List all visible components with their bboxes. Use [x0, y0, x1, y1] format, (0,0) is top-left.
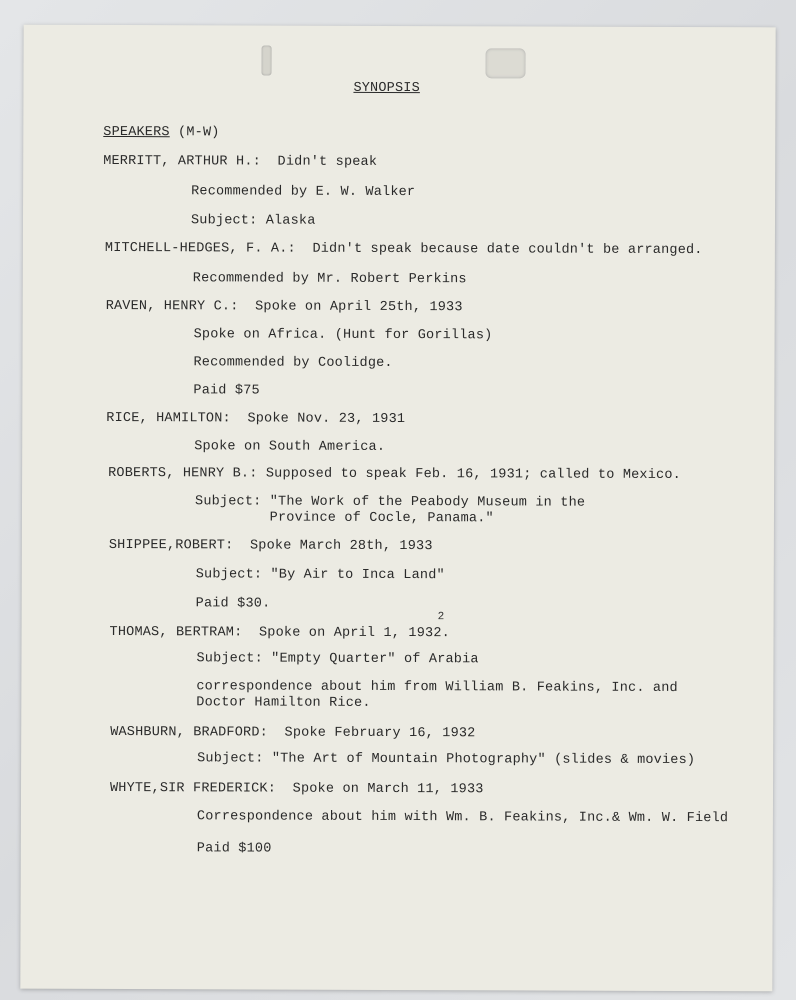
entry-name: MITCHELL-HEDGES, F. A.:: [104, 240, 296, 257]
entry-name: MERRITT, ARTHUR H.:: [103, 153, 261, 170]
entry-name: WHYTE,SIR FREDERICK:: [109, 780, 277, 797]
entry-name: RICE, HAMILTON:: [106, 410, 231, 427]
entry-note: Subject: Alaska: [190, 213, 316, 229]
entry-main: Spoke on April 25th, 1933: [255, 299, 463, 316]
entry-note: Paid $30.: [195, 596, 271, 612]
entry-main: Spoke on March 11, 1933: [292, 781, 484, 798]
paper-tear: [486, 48, 526, 78]
entry-main: Didn't speak because date couldn't be arranged.: [312, 241, 703, 259]
section-heading-range: (M-W): [178, 125, 220, 141]
entry-note: Paid $100: [196, 841, 272, 857]
entry-shippee: [109, 538, 433, 555]
section-heading-label: SPEAKERS: [103, 124, 170, 141]
entry-note: correspondence about him from William B. Feakins, Inc. and: [196, 679, 678, 696]
entry-note: Spoke on South America.: [194, 439, 386, 455]
entry-note: Subject: "By Air to Inca Land": [195, 567, 445, 584]
entry-name: RAVEN, HENRY C.:: [105, 298, 239, 315]
entry-note: Correspondence about him with Wm. B. Feakins, Inc.& Wm. W. Field: [196, 809, 729, 827]
entry-merritt: [103, 154, 377, 171]
staple-mark: [262, 46, 272, 76]
entry-name: SHIPPEE,ROBERT:: [108, 537, 234, 554]
entry-note: Subject: "The Work of the Peabody Museum in the: [194, 494, 586, 511]
entry-note: Recommended by E. W. Walker: [191, 184, 416, 201]
entry-note: Subject: "Empty Quarter" of Arabia: [196, 651, 479, 668]
entry-mitchell-hedges: [105, 241, 703, 259]
document-title: SYNOPSIS: [353, 80, 420, 97]
entry-note: Subject: "The Art of Mountain Photography" (slides & movies): [197, 751, 696, 769]
entry-note: Doctor Hamilton Rice.: [196, 695, 371, 711]
entry-raven: [106, 299, 463, 316]
entry-name: THOMAS, BERTRAM:: [109, 624, 243, 641]
entry-thomas: [110, 625, 450, 642]
entry-name: ROBERTS, HENRY B.:: [108, 465, 258, 482]
entry-main: Spoke March 28th, 1933: [249, 538, 433, 555]
handwritten-correction: 2: [437, 611, 445, 624]
entry-name: WASHBURN, BRADFORD:: [110, 724, 268, 741]
document-page: [20, 25, 775, 992]
entry-main: Spoke February 16, 1932: [284, 725, 476, 742]
entry-whyte: [110, 781, 484, 798]
entry-main: Spoke on April 1, 1932.: [258, 625, 450, 642]
entry-note: Province of Cocle, Panama.": [194, 510, 494, 527]
entry-note: Recommended by Coolidge.: [193, 355, 393, 371]
entry-main: Didn't speak: [277, 154, 378, 170]
entry-rice: [106, 411, 405, 428]
entry-washburn: [110, 725, 475, 742]
entry-main: Spoke Nov. 23, 1931: [247, 411, 406, 428]
section-heading: [103, 125, 219, 141]
entry-note: Paid $75: [193, 383, 260, 399]
entry-note: Spoke on Africa. (Hunt for Gorillas): [193, 327, 493, 344]
entry-roberts: [108, 466, 681, 484]
entry-main: Supposed to speak Feb. 16, 1931; called to Mexico.: [265, 466, 681, 483]
entry-note: Recommended by Mr. Robert Perkins: [192, 271, 467, 288]
